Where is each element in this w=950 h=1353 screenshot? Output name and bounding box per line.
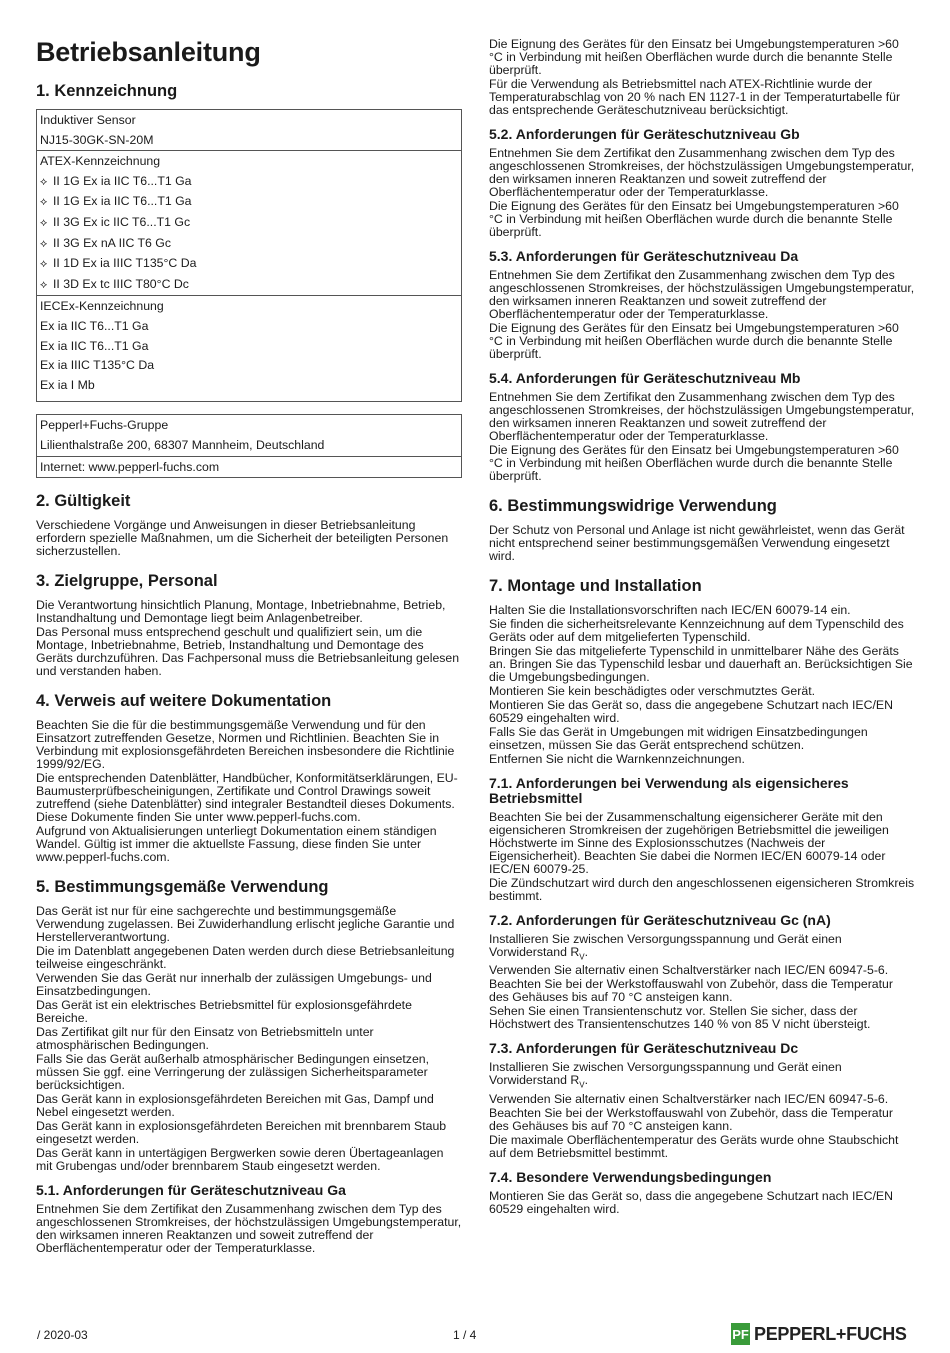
paragraph: Sehen Sie einen Transientenschutz vor. Stellen Sie sicher, dass der Höchstwert des Transientenschutzes 140 % von 85 V nicht übersteigt.: [489, 1004, 871, 1032]
footer-page-number: 1 / 4: [453, 1328, 477, 1342]
paragraph: Das Personal muss entsprechend geschult und qualifiziert sein, um die Montage, Inbetriebnahme, Betrieb, Instandhaltung und Demontage des Geräts durchzuführen. Das Fachpersonal muss die Betriebsanleitung gelesen und verstanden haben.: [36, 625, 460, 679]
paragraph: Verwenden Sie alternativ einen Schaltverstärker nach IEC/EN 60947-5-6.: [489, 963, 889, 978]
ex-symbol-icon: ⟡: [40, 278, 48, 291]
company-internet: Internet: www.pepperl-fuchs.com: [40, 459, 220, 474]
paragraph: Beachten Sie bei der Werkstoffauswahl von Zubehör, dass die Temperatur des Gehäuses bis auf 70 °C ansteigen kann.: [489, 1105, 893, 1133]
company-name: Pepperl+Fuchs-Gruppe: [40, 418, 169, 433]
sensor-section: [37, 110, 461, 151]
section-5-3-heading: 5.3. Anforderungen für Geräteschutzniveau Da: [489, 248, 799, 264]
iecex-label: IECEx-Kennzeichnung: [40, 299, 164, 314]
paragraph: Entnehmen Sie dem Zertifikat den Zusammenhang zwischen dem Typ des angeschlossenen Stromkreises, der höchstzulässigen Umgebungstemperatur, den wirksamen inneren Reaktanzen und soweit zutreffend der Oberflächentemperatur oder der Temperaturklasse.: [489, 268, 915, 321]
paragraph: Montieren Sie das Gerät so, dass die angegebene Schutzart nach IEC/EN 60529 eingehalten wird.: [489, 1188, 893, 1216]
section-4-heading: 4. Verweis auf weitere Dokumentation: [36, 692, 332, 711]
sensor-model: NJ15-30GK-SN-20M: [40, 132, 154, 147]
section-3-heading: 3. Zielgruppe, Personal: [36, 572, 218, 591]
iecex-line: Ex ia IIC T6...T1 Ga: [40, 318, 149, 333]
company-section: [37, 415, 461, 456]
atex-line: ⟡ II 3D Ex tc IIIC T80°C Dc: [40, 275, 458, 296]
footer-date: / 2020-03: [37, 1328, 88, 1342]
section-6-heading: 6. Bestimmungswidrige Verwendung: [489, 497, 777, 515]
section-5-1-heading: 5.1. Anforderungen für Geräteschutzniveau Ga: [36, 1182, 346, 1199]
paragraph: Die Eignung des Gerätes für den Einsatz bei Umgebungstemperaturen >60 °C in Verbindung mit heißen Oberflächen wurde durch die benannte Stelle überprüft.: [489, 199, 899, 239]
ex-symbol-icon: ⟡: [40, 258, 48, 271]
paragraph: Entnehmen Sie dem Zertifikat den Zusammenhang zwischen dem Typ des angeschlossenen Stromkreises, der höchstzulässigen Umgebungstemperatur, den wirksamen inneren Reaktanzen und soweit zutreffend der Oberflächentemperatur oder der Temperaturklasse.: [489, 390, 915, 443]
paragraph: Die im Datenblatt angegebenen Daten werden durch diese Betriebsanleitung teilweise eingeschränkt.: [36, 944, 455, 972]
paragraph: Installieren Sie zwischen Versorgungsspannung und Gerät einen Vorwiderstand $R_V$.: [489, 1060, 842, 1090]
paragraph: Bringen Sie das mitgelieferte Typenschild in unmittelbarer Nähe des Geräts an. Bringen Sie das Typenschild lesbar und dauerhaft an. Berücksichtigen Sie die Umgebungsbedingungen.: [489, 644, 913, 684]
section-5-4-heading: 5.4. Anforderungen für Geräteschutzniveau Mb: [489, 370, 801, 386]
paragraph: Installieren Sie zwischen Versorgungsspannung und Gerät einen Vorwiderstand $R_V$.: [489, 932, 842, 962]
section-5-2-heading: 5.2. Anforderungen für Geräteschutzniveau Gb: [489, 126, 800, 142]
iecex-section: [37, 296, 461, 401]
paragraph: Aufgrund von Aktualisierungen unterliegt Dokumentation einem ständigen Wandel. Gültig ist immer die aktuellste Fassung, diese finden Sie unter www.pepperl-fuchs.com.: [36, 824, 437, 865]
paragraph: Das Gerät kann in untertägigen Bergwerken sowie deren Übertageanlagen mit Grubengas und/oder brennbarem Staub eingesetzt werden.: [36, 1146, 444, 1174]
paragraph: Verschiedene Vorgänge und Anweisungen in dieser Betriebsanleitung erfordern spezielle Maßnahmen, um die Sicherheit der beteiligten Personen sicherzustellen.: [36, 518, 449, 559]
document-title: Betriebsanleitung: [36, 37, 261, 67]
atex-line: ⟡ II 1D Ex ia IIIC T135°C Da: [40, 254, 458, 275]
section-2-heading: 2. Gültigkeit: [36, 492, 131, 511]
atex-line: ⟡ II 3G Ex nA IIC T6 Gc: [40, 234, 458, 255]
paragraph: Die Eignung des Gerätes für den Einsatz bei Umgebungstemperaturen >60 °C in Verbindung mit heißen Oberflächen wurde durch die benannte Stelle überprüft.: [489, 443, 899, 483]
ex-symbol-icon: ⟡: [40, 237, 48, 250]
paragraph: Entnehmen Sie dem Zertifikat den Zusammenhang zwischen dem Typ des angeschlossenen Stromkreises, der höchstzulässigen Umgebungstemperatur, den wirksamen inneren Reaktanzen und soweit zutreffend der Oberflächentemperatur oder der Temperaturklasse.: [489, 146, 915, 199]
ex-symbol-icon: ⟡: [40, 196, 48, 209]
ex-symbol-icon: ⟡: [40, 175, 48, 188]
paragraph: Die Zündschutzart wird durch den angeschlossenen eigensicheren Stromkreis bestimmt.: [489, 876, 915, 903]
paragraph: Die Eignung des Gerätes für den Einsatz bei Umgebungstemperaturen >60 °C in Verbindung mit heißen Oberflächen wurde durch die benannte Stelle überprüft.: [489, 37, 899, 77]
paragraph: Das Gerät kann in explosionsgefährdeten Bereichen mit Gas, Dampf und Nebel eingesetzt werden.: [36, 1092, 434, 1120]
section-7-4-heading: 7.4. Besondere Verwendungsbedingungen: [489, 1168, 772, 1185]
logo-text: PEPPERL+FUCHS: [754, 1323, 907, 1344]
paragraph: Beachten Sie bei der Zusammenschaltung eigensicherer Geräte mit den eigensicheren Stromkreisen der zugehörigen Betriebsmittel die jeweiligen Höchstwerte im Sinne des Explosionsschutzes (Nachweis der Eigensicherheit). Beachten Sie dabei die Normen IEC/EN 60079-14 oder IEC/EN 60079-25.: [489, 810, 889, 876]
paragraph: Sie finden die sicherheitsrelevante Kennzeichnung auf dem Typenschild des Geräts oder auf dem mitgelieferten Typenschild.: [489, 617, 904, 644]
atex-line: ⟡ II 1G Ex ia IIC T6...T1 Ga: [40, 192, 458, 213]
section-1-heading: 1. Kennzeichnung: [36, 82, 178, 100]
marking-table: [36, 109, 462, 402]
paragraph: Die maximale Oberflächentemperatur des Geräts wurde ohne Staubschicht auf dem Betriebsmittel bestimmt.: [489, 1132, 899, 1160]
paragraph: Entnehmen Sie dem Zertifikat den Zusammenhang zwischen dem Typ des angeschlossenen Stromkreises, der höchstzulässigen Umgebungstemperatur, den wirksamen inneren Reaktanzen und soweit zutreffend der Oberflächentemperatur oder der Temperaturklasse.: [36, 1202, 462, 1256]
paragraph: Beachten Sie bei der Werkstoffauswahl von Zubehör, dass die Temperatur des Gehäuses bis auf 70 °C ansteigen kann.: [489, 977, 893, 1005]
company-address: Lilienthalstraße 200, 68307 Mannheim, Deutschland: [40, 437, 325, 452]
section-7-heading: 7. Montage und Installation: [489, 577, 702, 595]
atex-line: ⟡ II 1G Ex ia IIC T6...T1 Ga: [40, 172, 458, 193]
paragraph: Halten Sie die Installationsvorschriften nach IEC/EN 60079-14 ein.: [489, 603, 851, 617]
right-column: [489, 38, 915, 1217]
paragraph: Montieren Sie kein beschädigtes oder verschmutztes Gerät.: [489, 684, 816, 698]
iecex-line: Ex ia I Mb: [40, 377, 95, 392]
paragraph: Die Eignung des Gerätes für den Einsatz bei Umgebungstemperaturen >60 °C in Verbindung mit heißen Oberflächen wurde durch die benannte Stelle überprüft.: [489, 321, 899, 361]
paragraph: Das Zertifikat gilt nur für den Einsatz von Betriebsmitteln unter atmosphärischen Bedingungen.: [36, 1025, 374, 1053]
internet-section: [37, 457, 461, 478]
paragraph: Verwenden Sie alternativ einen Schaltverstärker nach IEC/EN 60947-5-6.: [489, 1091, 889, 1106]
iecex-line: Ex ia IIIC T135°C Da: [40, 358, 155, 373]
atex-section: [37, 151, 461, 296]
paragraph: Das Gerät kann in explosionsgefährdeten Bereichen mit brennbarem Staub eingesetzt werden.: [36, 1119, 447, 1147]
paragraph: Das Gerät ist nur für eine sachgerechte und bestimmungsgemäße Verwendung zugelassen. Bei Zuwiderhandlung erlischt jegliche Garantie und Herstellerverantwortung.: [36, 904, 455, 945]
paragraph: Entfernen Sie nicht die Warnkennzeichnungen.: [489, 752, 745, 766]
ex-symbol-icon: ⟡: [40, 216, 48, 229]
paragraph: Das Gerät ist ein elektrisches Betriebsmittel für explosionsgefährdete Bereiche.: [36, 998, 412, 1026]
left-column: [36, 36, 462, 1256]
section-7-3-heading: 7.3. Anforderungen für Geräteschutzniveau Dc: [489, 1040, 799, 1057]
paragraph: Die entsprechenden Datenblätter, Handbücher, Konformitätserklärungen, EU-Baumusterprüfbescheinigungen, Zertifikate und Control Drawings soweit zutreffend (siehe Datenblätter) sind integraler Bestandteil dieses Dokuments. Diese Dokumente finden Sie unter www.pepperl-fuchs.com.: [36, 771, 458, 825]
logo-mark-icon: PF: [731, 1323, 750, 1345]
paragraph: Falls Sie das Gerät außerhalb atmosphärischer Bedingungen einsetzen, müssen Sie ggf. eine Verringerung der zulässigen Sicherheitsparameter berücksichtigen.: [36, 1052, 430, 1093]
atex-label: ATEX-Kennzeichnung: [40, 154, 161, 169]
sensor-label: Induktiver Sensor: [40, 113, 136, 127]
paragraph: Beachten Sie die für die bestimmungsgemäße Verwendung und für den Einsatzort zutreffenden Gesetze, Normen und Richtlinien. Beachten Sie in Verbindung mit explosionsgefährdeten Bereichen insbesondere die Richtlinie 1999/92/EG.: [36, 718, 455, 772]
iecex-line: Ex ia IIC T6...T1 Ga: [40, 338, 149, 353]
paragraph: Verwenden Sie das Gerät nur innerhalb der zulässigen Umgebungs- und Einsatzbedingungen.: [36, 971, 432, 999]
atex-line: ⟡ II 3G Ex ic IIC T6...T1 Gc: [40, 213, 458, 234]
section-7-2-heading: 7.2. Anforderungen für Geräteschutzniveau Gc (nA): [489, 912, 831, 928]
paragraph: Der Schutz von Personal und Anlage ist nicht gewährleistet, wenn das Gerät nicht entsprechend seiner bestimmungsgemäßen Verwendung eingesetzt wird.: [489, 523, 905, 563]
section-7-1-heading: 7.1. Anforderungen bei Verwendung als eigensicheres Betriebsmittel: [489, 775, 849, 806]
paragraph: Falls Sie das Gerät in Umgebungen mit widrigen Einsatzbedingungen einsetzen, müssen Sie das Gerät entsprechend schützen.: [489, 725, 868, 752]
company-logo: [731, 1323, 907, 1345]
section-5-heading: 5. Bestimmungsgemäße Verwendung: [36, 878, 329, 897]
paragraph: Die Verantwortung hinsichtlich Planung, Montage, Inbetriebnahme, Betrieb, Instandhaltung und Demontage liegt beim Anlagenbetreiber.: [36, 598, 446, 626]
paragraph: Montieren Sie das Gerät so, dass die angegebene Schutzart nach IEC/EN 60529 eingehalten wird.: [489, 698, 893, 725]
paragraph: Für die Verwendung als Betriebsmittel nach ATEX-Richtlinie wurde der Temperaturabschlag von 20 % nach EN 1127-1 in der Temperaturtabelle für das entsprechende Geräteschutzniveau berücksichtigt.: [489, 77, 901, 117]
company-table: [36, 414, 462, 478]
